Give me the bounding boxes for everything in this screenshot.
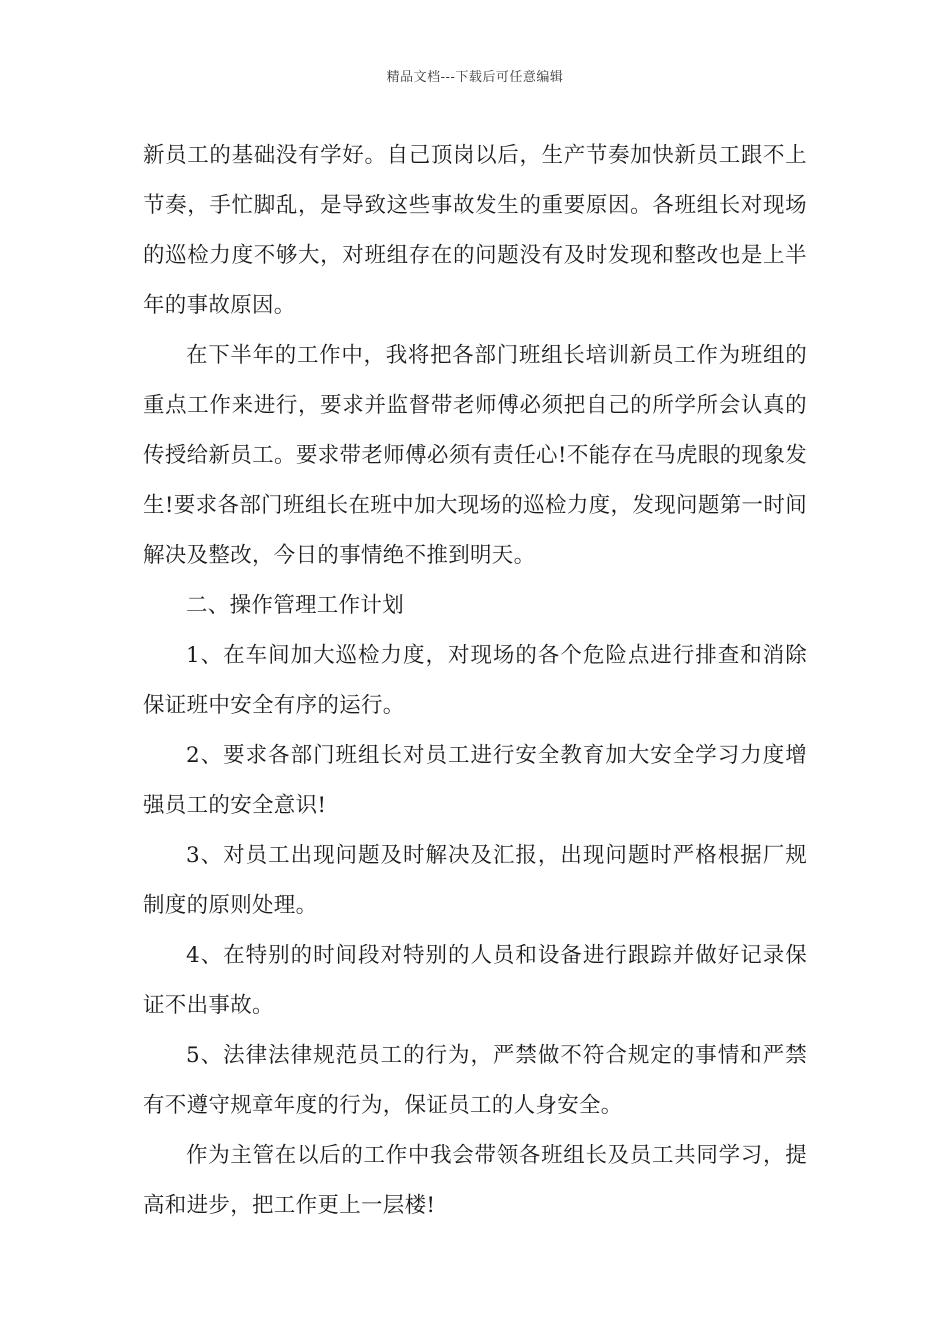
list-item-2: 2、要求各部门班组长对员工进行安全教育加大安全学习力度增强员工的安全意识! <box>143 743 807 818</box>
page-header: 精品文档---下载后可任意编辑 <box>386 70 564 85</box>
paragraph-continuation: 新员工的基础没有学好。自己顶岗以后，生产节奏加快新员工跟不上节奏，手忙脚乱，是导致这些事故发生的重要原因。各班组长对现场的巡检力度不够大，对班组存在的问题没有及时发现和整改也是上半年的事故原因。 <box>143 143 807 318</box>
paragraph-training-plan: 在下半年的工作中，我将把各部门班组长培训新员工作为班组的重点工作来进行，要求并监督带老师傅必须把自己的所学所会认真的传授给新员工。要求带老师傅必须有责任心!不能存在马虎眼的现象发生!要求各部门班组长在班中加大现场的巡检力度，发现问题第一时间解决及整改，今日的事情绝不推到明天。 <box>143 343 807 568</box>
list-item-4: 4、在特别的时间段对特别的人员和设备进行跟踪并做好记录保证不出事故。 <box>143 943 807 1018</box>
paragraph-conclusion: 作为主管在以后的工作中我会带领各班组长及员工共同学习，提高和进步，把工作更上一层楼! <box>143 1143 807 1218</box>
section-heading-operation-plan: 二、操作管理工作计划 <box>186 593 405 618</box>
list-item-5: 5、法律法律规范员工的行为，严禁做不符合规定的事情和严禁有不遵守规章年度的行为，保证员工的人身安全。 <box>143 1043 807 1118</box>
document-body <box>143 131 807 1231</box>
list-item-3: 3、对员工出现问题及时解决及汇报，出现问题时严格根据厂规制度的原则处理。 <box>143 843 807 918</box>
list-item-1: 1、在车间加大巡检力度，对现场的各个危险点进行排查和消除保证班中安全有序的运行。 <box>143 643 807 718</box>
